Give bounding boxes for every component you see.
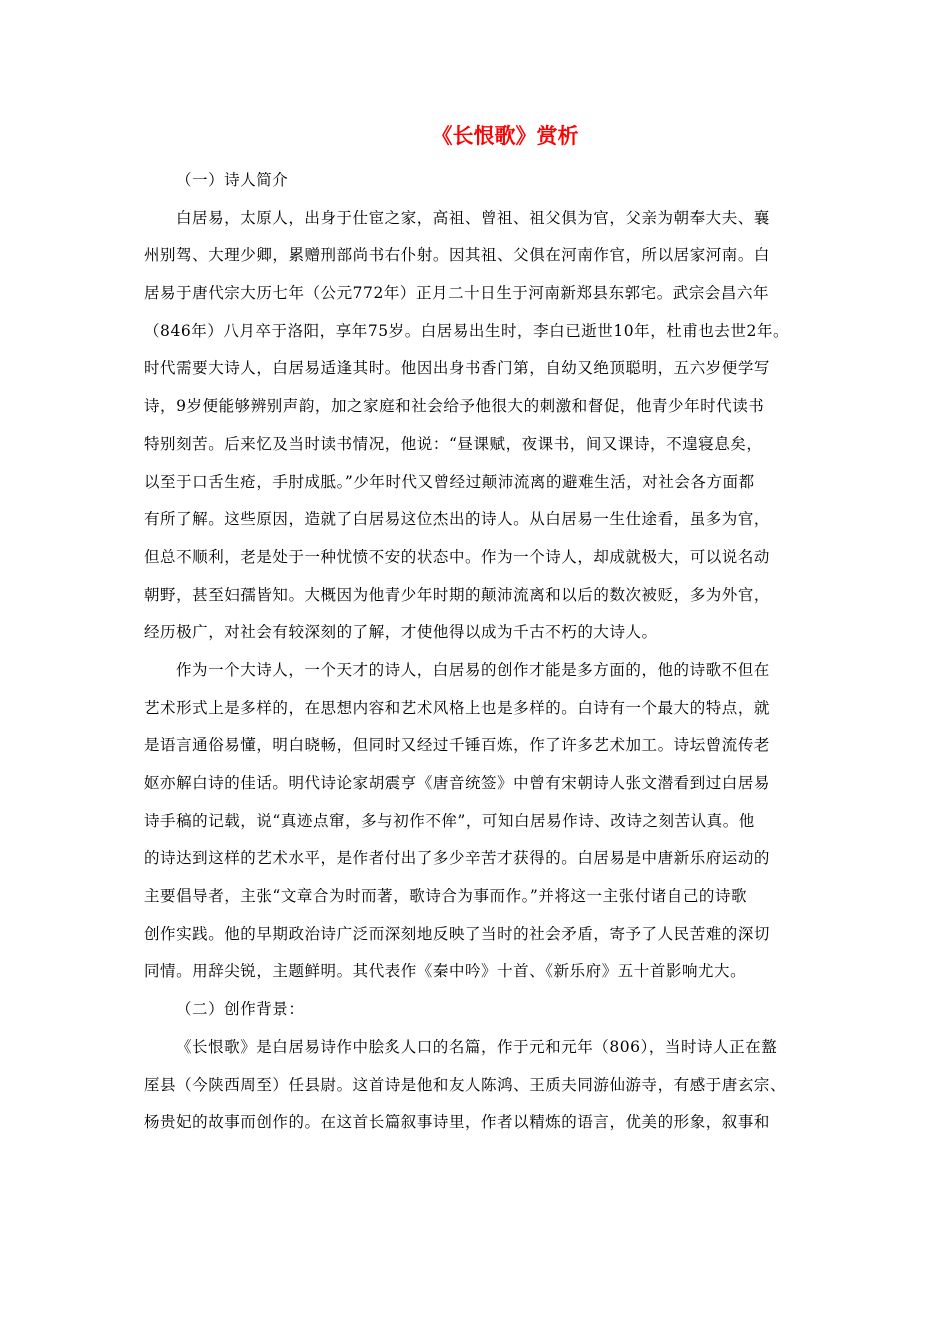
text-line: 艺术形式上是多样的，在思想内容和艺术风格上也是多样的。白诗有一个最大的特点，就	[144, 698, 770, 717]
text-line: 白居易，太原人，出身于仕宦之家，高祖、曾祖、祖父俱为官，父亲为朝奉大夫、襄	[176, 208, 770, 227]
text-line: 作为一个大诗人，一个天才的诗人，白居易的创作才能是多方面的，他的诗歌不但在	[176, 660, 770, 679]
text-line: 特别刻苦。后来忆及当时读书情况，他说：“昼课赋，夜课书，间又课诗，不遑寝息矣，	[144, 434, 763, 453]
text-line: 妪亦解白诗的佳话。明代诗论家胡震亨《唐音统签》中曾有宋朝诗人张文潜看到过白居易	[144, 774, 770, 792]
text-line: 以至于口舌生疮，手肘成胝。”少年时代又曾经过颠沛流离的避难生活，对社会各方面都	[144, 472, 755, 491]
text-line: 是语言通俗易懂，明白晓畅，但同时又经过千锤百炼，作了许多艺术加工。诗坛曾流传老	[144, 736, 770, 755]
text-line: 创作实践。他的早期政治诗广泛而深刻地反映了当时的社会矛盾，寄予了人民苦难的深切	[144, 924, 770, 943]
text-line: 厔县（今陕西周至）任县尉。这首诗是他和友人陈鸿、王质夫同游仙游寺，有感于唐玄宗、	[144, 1075, 787, 1094]
text-line: 主要倡导者，主张“文章合为时而著，歌诗合为事而作。”并将这一主张付诸自己的诗歌	[144, 887, 748, 906]
text-line: 居易于唐代宗大历七年（公元772年）正月二十日生于河南新郑县东郭宅。武宗会昌六年	[144, 284, 770, 303]
text-line: 时代需要大诗人，白居易适逢其时。他因出身书香门第，自幼又绝顶聪明，五六岁便学写	[144, 359, 770, 378]
text-line: （一）诗人简介	[176, 171, 289, 189]
document-body	[144, 162, 804, 1142]
text-line: 诗，9岁便能够辨别声韵，加之家庭和社会给予他很大的刺激和督促，他青少年时代读书	[144, 397, 765, 416]
document-title	[0, 120, 950, 152]
text-line: 杨贵妃的故事而创作的。在这首长篇叙事诗里，作者以精炼的语言，优美的形象，叙事和	[144, 1113, 770, 1132]
text-line: 但总不顺利，老是处于一种忧愤不安的状态中。作为一个诗人，却成就极大，可以说名动	[144, 547, 770, 566]
text-line: 的诗达到这样的艺术水平，是作者付出了多少辛苦才获得的。白居易是中唐新乐府运动的	[144, 849, 770, 868]
text-line: （846年）八月卒于洛阳，享年75岁。白居易出生时，李白已逝世10年，杜甫也去世2年。	[144, 321, 790, 340]
document-title-text: 《长恨歌》赏析	[431, 123, 579, 148]
text-line: 《长恨歌》是白居易诗作中脍炙人口的名篇，作于元和元年（806），当时诗人正在盩	[176, 1037, 778, 1056]
text-line: （二）创作背景：	[176, 1000, 305, 1019]
text-line: 有所了解。这些原因，造就了白居易这位杰出的诗人。从白居易一生仕途看，虽多为官，	[144, 510, 770, 529]
text-line: 同情。用辞尖锐，主题鲜明。其代表作《秦中吟》十首、《新乐府》五十首影响尤大。	[144, 962, 747, 981]
text-line: 诗手稿的记载，说“真迹点窜，多与初作不侔”，可知白居易作诗、改诗之刻苦认真。他	[144, 811, 755, 830]
text-line: 州别驾、大理少卿，累赠刑部尚书右仆射。因其祖、父俱在河南作官，所以居家河南。白	[144, 246, 770, 265]
text-line: 经历极广，对社会有较深刻的了解，才使他得以成为千古不朽的大诗人。	[144, 623, 658, 642]
text-line: 朝野，甚至妇孺皆知。大概因为他青少年时期的颠沛流离和以后的数次被贬，多为外官，	[144, 585, 770, 604]
